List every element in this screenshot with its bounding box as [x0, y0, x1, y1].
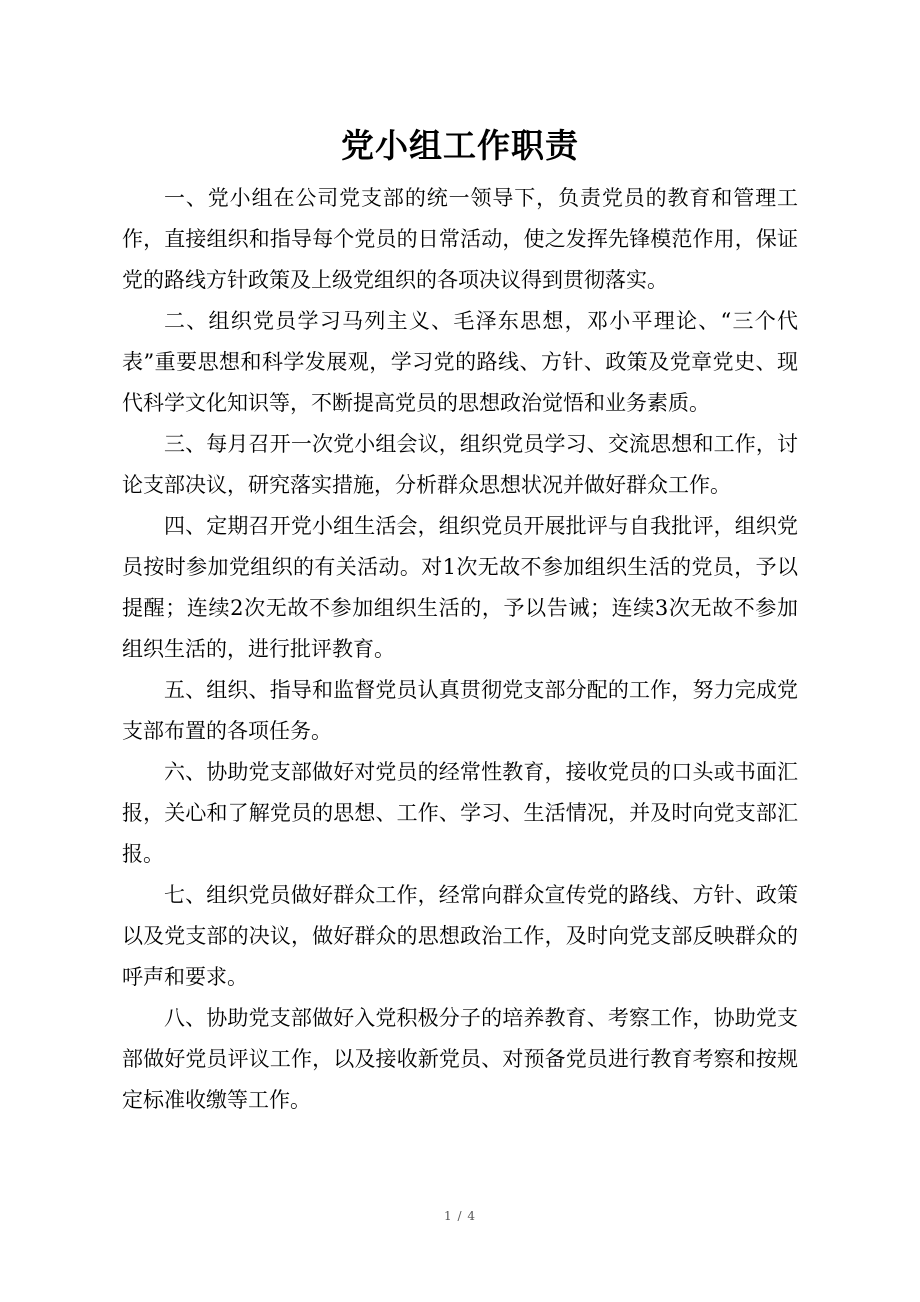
paragraph-7: 七、组织党员做好群众工作，经常向群众宣传党的路线、方针、政策以及党支部的决议，做好群众的思想政治工作，及时向党支部反映群众的呼声和要求。: [122, 883, 798, 989]
page-number: 1 / 4: [444, 1209, 476, 1223]
paragraph-3: 三、每月召开一次党小组会议，组织党员学习、交流思想和工作，讨论支部决议，研究落实措施，分析群众思想状况并做好群众工作。: [122, 432, 798, 497]
paragraph-4: 四、定期召开党小组生活会，组织党员开展批评与自我批评，组织党员按时参加党组织的有关活动。对1次无故不参加组织生活的党员，予以提醒；连续2次无故不参加组织生活的，予以告诫；连续3次无故不参加组织生活的，进行批评教育。: [122, 514, 798, 661]
page-title: 党小组工作职责: [341, 126, 579, 165]
paragraph-6: 六、协助党支部做好对党员的经常性教育，接收党员的口头或书面汇报，关心和了解党员的思想、工作、学习、生活情况，并及时向党支部汇报。: [122, 760, 798, 866]
document-body: [122, 178, 798, 1121]
paragraph-1: 一、党小组在公司党支部的统一领导下，负责党员的教育和管理工作，直接组织和指导每个党员的日常活动，使之发挥先锋模范作用，保证党的路线方针政策及上级党组织的各项决议得到贯彻落实。: [122, 186, 798, 292]
paragraph-5: 五、组织、指导和监督党员认真贯彻党支部分配的工作，努力完成党支部布置的各项任务。: [122, 678, 798, 743]
paragraph-2: 二、组织党员学习马列主义、毛泽东思想，邓小平理论、“三个代表”重要思想和科学发展观，学习党的路线、方针、政策及党章党史、现代科学文化知识等，不断提高党员的思想政治觉悟和业务素质。: [122, 309, 798, 415]
paragraph-8: 八、协助党支部做好入党积极分子的培养教育、考察工作，协助党支部做好党员评议工作，以及接收新党员、对预备党员进行教育考察和按规定标准收缴等工作。: [122, 1006, 798, 1112]
